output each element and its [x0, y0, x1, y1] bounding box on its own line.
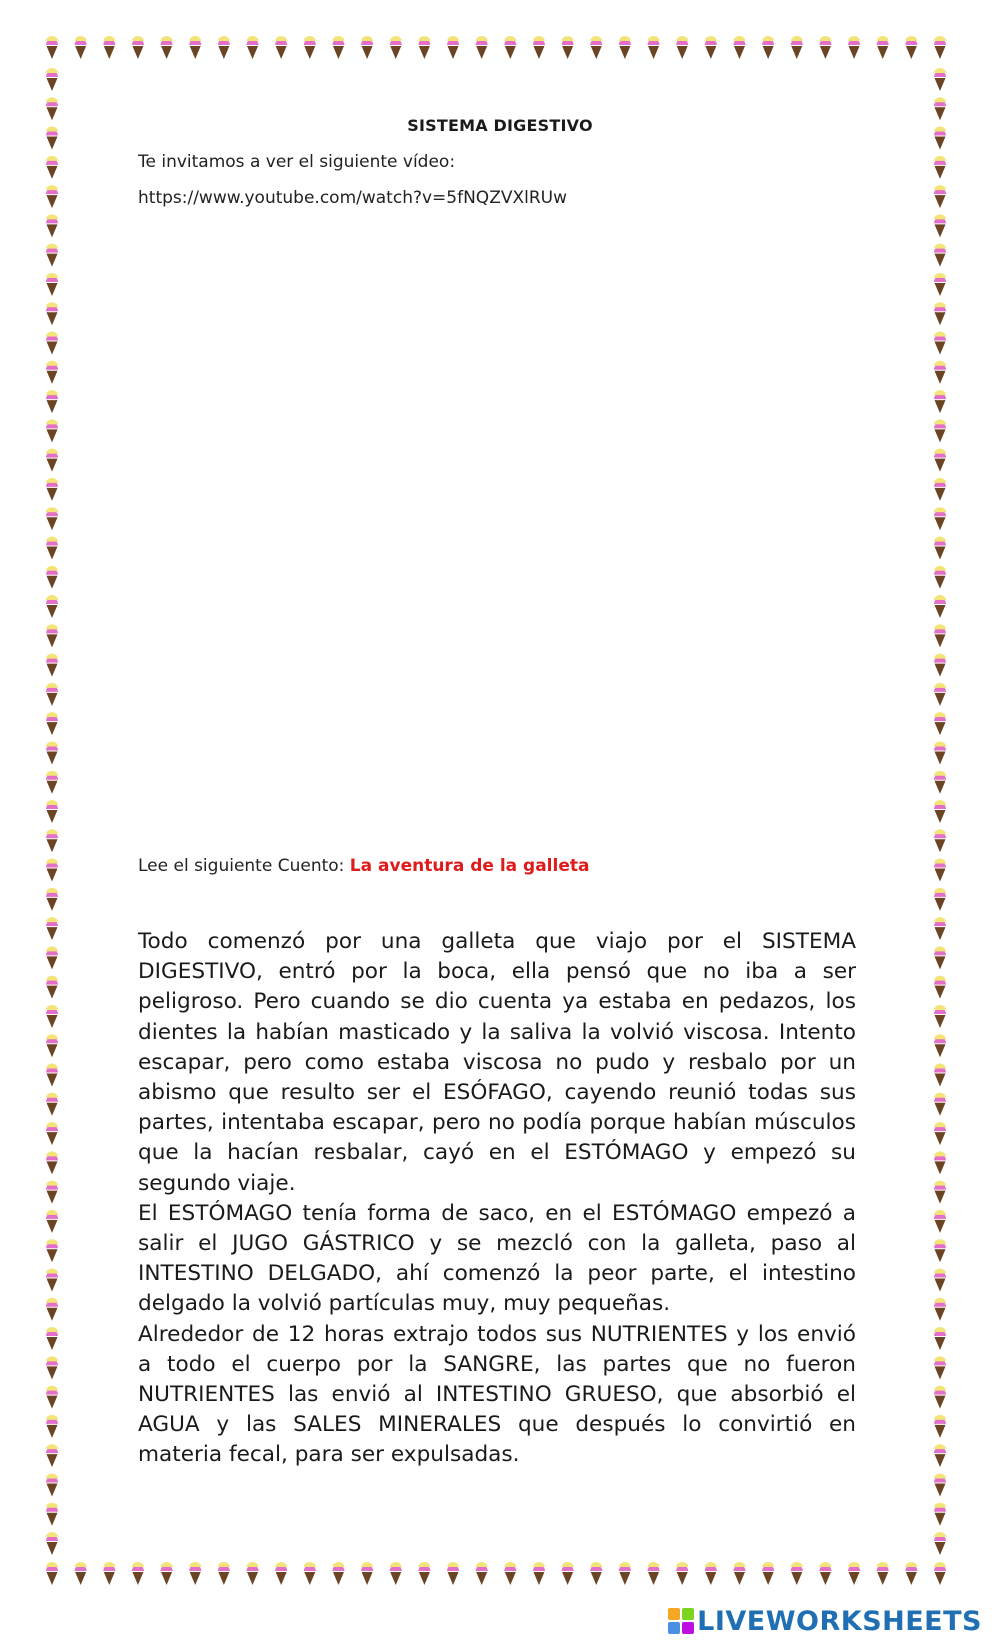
- ice-cream-cone-icon: [934, 1415, 946, 1438]
- ice-cream-cone-icon: [648, 36, 660, 59]
- ice-cream-cone-icon: [934, 185, 946, 208]
- story-paragraph: El ESTÓMAGO tenía forma de saco, en el ESTÓMAGO empezó a salir el JUGO GÁSTRICO y se mezcló con la galleta, paso al INTESTINO DELGADO, ahí comenzó la peor parte, el intestino delgado la volvió partículas muy, muy pequeñas.: [138, 1200, 856, 1317]
- ice-cream-cone-icon: [46, 946, 58, 969]
- ice-cream-cone-icon: [189, 36, 201, 59]
- ice-cream-cone-icon: [46, 829, 58, 852]
- ice-cream-cone-icon: [46, 654, 58, 677]
- ice-cream-cone-icon: [218, 36, 230, 59]
- ice-cream-cone-icon: [934, 654, 946, 677]
- ice-cream-cone-icon: [905, 36, 917, 59]
- ice-cream-cone-icon: [46, 595, 58, 618]
- ice-cream-cone-icon: [75, 36, 87, 59]
- story-paragraph: Todo comenzó por una galleta que viajo por el SISTEMA DIGESTIVO, entró por la boca, ella pensó que no iba a ser peligroso. Pero cuando se dio cuenta ya estaba en pedazos, los dientes la habían masticado y la saliva la volvió viscosa. Intento escapar, pero como estaba viscosa no pudo y resbalo por un abismo que resulto ser el ESÓFAGO, cayendo reunió todas sus partes, intentaba escapar, pero no podía porque habían músculos que la hacían resbalar, cayó en el ESTÓMAGO y empezó su segundo viaje.: [138, 929, 856, 1196]
- ice-cream-cone-icon: [46, 1034, 58, 1057]
- ice-cream-cone-icon: [476, 1562, 488, 1585]
- ice-cream-cone-icon: [161, 36, 173, 59]
- ice-cream-cone-icon: [934, 244, 946, 267]
- ice-cream-cone-icon: [46, 1356, 58, 1379]
- ice-cream-cone-icon: [132, 36, 144, 59]
- ice-cream-cone-icon: [46, 1562, 58, 1585]
- ice-cream-cone-icon: [934, 1386, 946, 1409]
- ice-cream-cone-icon: [476, 36, 488, 59]
- ice-cream-cone-icon: [934, 800, 946, 823]
- ice-cream-cone-icon: [46, 302, 58, 325]
- ice-cream-cone-icon: [46, 800, 58, 823]
- ice-cream-cone-icon: [46, 712, 58, 735]
- ice-cream-cone-icon: [46, 1298, 58, 1321]
- ice-cream-cone-icon: [46, 1093, 58, 1116]
- ice-cream-cone-icon: [934, 1356, 946, 1379]
- ice-cream-cone-icon: [46, 156, 58, 179]
- ice-cream-cone-icon: [934, 1298, 946, 1321]
- ice-cream-cone-icon: [934, 536, 946, 559]
- ice-cream-cone-icon: [934, 712, 946, 735]
- ice-cream-cone-icon: [46, 1532, 58, 1555]
- ice-cream-cone-icon: [46, 507, 58, 530]
- ice-cream-cone-icon: [390, 1562, 402, 1585]
- ice-cream-cone-icon: [304, 1562, 316, 1585]
- ice-cream-cone-icon: [46, 741, 58, 764]
- ice-cream-cone-icon: [705, 1562, 717, 1585]
- ice-cream-cone-icon: [361, 1562, 373, 1585]
- ice-cream-cone-icon: [762, 1562, 774, 1585]
- ice-cream-cone-icon: [304, 36, 316, 59]
- ice-cream-cone-icon: [46, 1503, 58, 1526]
- page-title: SISTEMA DIGESTIVO: [407, 116, 593, 135]
- ice-cream-cone-icon: [934, 624, 946, 647]
- ice-cream-cone-icon: [46, 566, 58, 589]
- ice-cream-cone-icon: [418, 36, 430, 59]
- video-link[interactable]: https://www.youtube.com/watch?v=5fNQZVXlRUw: [138, 188, 567, 208]
- ice-cream-cone-icon: [390, 36, 402, 59]
- ice-cream-cone-icon: [934, 332, 946, 355]
- ice-cream-cone-icon: [877, 1562, 889, 1585]
- ice-cream-cone-icon: [332, 36, 344, 59]
- ice-cream-cone-icon: [46, 185, 58, 208]
- story-paragraph: Alrededor de 12 horas extrajo todos sus NUTRIENTES y los envió a todo el cuerpo por la SANGRE, las partes que no fueron NUTRIENTES las envió al INTESTINO GRUESO, que absorbió el AGUA y las SALES MINERALES que después lo convirtió en materia fecal, para ser expulsadas.: [138, 1321, 856, 1468]
- ice-cream-cone-icon: [103, 36, 115, 59]
- ice-cream-cone-icon: [934, 1034, 946, 1057]
- story-title: La aventura de la galleta: [349, 856, 590, 876]
- ice-cream-cone-icon: [762, 36, 774, 59]
- ice-cream-cone-icon: [733, 1562, 745, 1585]
- ice-cream-cone-icon: [934, 1064, 946, 1087]
- ice-cream-cone-icon: [934, 888, 946, 911]
- ice-cream-cone-icon: [819, 1562, 831, 1585]
- ice-cream-cone-icon: [46, 771, 58, 794]
- ice-cream-cone-icon: [791, 36, 803, 59]
- ice-cream-cone-icon: [46, 36, 58, 59]
- ice-cream-cone-icon: [934, 829, 946, 852]
- ice-cream-cone-icon: [934, 771, 946, 794]
- ice-cream-cone-icon: [934, 1444, 946, 1467]
- ice-cream-cone-icon: [275, 1562, 287, 1585]
- ice-cream-cone-icon: [46, 1239, 58, 1262]
- ice-cream-cone-icon: [934, 36, 946, 59]
- ice-cream-cone-icon: [46, 624, 58, 647]
- ice-cream-cone-icon: [504, 1562, 516, 1585]
- ice-cream-cone-icon: [733, 36, 745, 59]
- ice-cream-cone-icon: [934, 1181, 946, 1204]
- ice-cream-cone-icon: [934, 917, 946, 940]
- ice-cream-cone-icon: [46, 683, 58, 706]
- ice-cream-cone-icon: [934, 1122, 946, 1145]
- ice-cream-cone-icon: [504, 36, 516, 59]
- ice-cream-cone-icon: [75, 1562, 87, 1585]
- ice-cream-cone-icon: [46, 361, 58, 384]
- ice-cream-cone-icon: [275, 36, 287, 59]
- ice-cream-cone-icon: [848, 1562, 860, 1585]
- ice-cream-cone-icon: [46, 536, 58, 559]
- ice-cream-cone-icon: [905, 1562, 917, 1585]
- ice-cream-cone-icon: [934, 507, 946, 530]
- ice-cream-cone-icon: [161, 1562, 173, 1585]
- ice-cream-cone-icon: [46, 1005, 58, 1028]
- ice-cream-cone-icon: [46, 68, 58, 91]
- ice-cream-cone-icon: [103, 1562, 115, 1585]
- ice-cream-cone-icon: [934, 1268, 946, 1291]
- watermark-text: LIVEWORKSHEETS: [697, 1605, 982, 1637]
- ice-cream-cone-icon: [619, 36, 631, 59]
- ice-cream-cone-icon: [934, 1005, 946, 1028]
- ice-cream-cone-icon: [934, 1503, 946, 1526]
- ice-cream-cone-icon: [46, 1473, 58, 1496]
- ice-cream-cone-icon: [46, 390, 58, 413]
- ice-cream-cone-icon: [132, 1562, 144, 1585]
- ice-cream-cone-icon: [934, 741, 946, 764]
- ice-cream-cone-icon: [934, 1562, 946, 1585]
- ice-cream-cone-icon: [562, 1562, 574, 1585]
- ice-cream-cone-icon: [46, 332, 58, 355]
- ice-cream-cone-icon: [447, 1562, 459, 1585]
- ice-cream-cone-icon: [447, 36, 459, 59]
- ice-cream-cone-icon: [46, 917, 58, 940]
- ice-cream-cone-icon: [934, 976, 946, 999]
- read-prompt: [138, 856, 589, 876]
- ice-cream-cone-icon: [46, 1327, 58, 1350]
- ice-cream-cone-icon: [934, 419, 946, 442]
- ice-cream-cone-icon: [46, 273, 58, 296]
- ice-cream-cone-icon: [46, 1064, 58, 1087]
- ice-cream-cone-icon: [46, 478, 58, 501]
- ice-cream-cone-icon: [934, 302, 946, 325]
- ice-cream-cone-icon: [46, 449, 58, 472]
- ice-cream-cone-icon: [877, 36, 889, 59]
- ice-cream-cone-icon: [418, 1562, 430, 1585]
- ice-cream-cone-icon: [934, 946, 946, 969]
- ice-cream-cone-icon: [361, 36, 373, 59]
- ice-cream-cone-icon: [46, 214, 58, 237]
- ice-cream-cone-icon: [934, 1473, 946, 1496]
- ice-cream-cone-icon: [46, 1122, 58, 1145]
- ice-cream-cone-icon: [791, 1562, 803, 1585]
- ice-cream-cone-icon: [332, 1562, 344, 1585]
- ice-cream-cone-icon: [934, 68, 946, 91]
- ice-cream-cone-icon: [46, 244, 58, 267]
- ice-cream-cone-icon: [934, 214, 946, 237]
- ice-cream-cone-icon: [46, 1415, 58, 1438]
- ice-cream-cone-icon: [934, 1327, 946, 1350]
- ice-cream-cone-icon: [934, 156, 946, 179]
- ice-cream-cone-icon: [46, 1181, 58, 1204]
- liveworksheets-logo-icon: [667, 1607, 695, 1635]
- ice-cream-cone-icon: [648, 1562, 660, 1585]
- ice-cream-cone-icon: [934, 1151, 946, 1174]
- ice-cream-cone-icon: [934, 273, 946, 296]
- ice-cream-cone-icon: [934, 1093, 946, 1116]
- ice-cream-cone-icon: [46, 976, 58, 999]
- ice-cream-cone-icon: [934, 566, 946, 589]
- ice-cream-cone-icon: [934, 683, 946, 706]
- ice-cream-cone-icon: [189, 1562, 201, 1585]
- ice-cream-cone-icon: [590, 1562, 602, 1585]
- ice-cream-cone-icon: [676, 1562, 688, 1585]
- ice-cream-cone-icon: [46, 419, 58, 442]
- ice-cream-cone-icon: [46, 1386, 58, 1409]
- ice-cream-cone-icon: [934, 361, 946, 384]
- ice-cream-cone-icon: [533, 1562, 545, 1585]
- ice-cream-cone-icon: [533, 36, 545, 59]
- ice-cream-cone-icon: [46, 888, 58, 911]
- ice-cream-cone-icon: [848, 36, 860, 59]
- ice-cream-cone-icon: [819, 36, 831, 59]
- ice-cream-cone-icon: [934, 1210, 946, 1233]
- ice-cream-cone-icon: [705, 36, 717, 59]
- ice-cream-cone-icon: [46, 1151, 58, 1174]
- ice-cream-cone-icon: [934, 859, 946, 882]
- liveworksheets-watermark: [667, 1603, 982, 1639]
- ice-cream-cone-icon: [590, 36, 602, 59]
- ice-cream-cone-icon: [247, 36, 259, 59]
- story-text: [138, 927, 856, 1471]
- ice-cream-cone-icon: [934, 1239, 946, 1262]
- video-intro-text: Te invitamos a ver el siguiente vídeo:: [138, 152, 456, 172]
- ice-cream-cone-icon: [46, 1210, 58, 1233]
- ice-cream-cone-icon: [46, 1268, 58, 1291]
- ice-cream-cone-icon: [46, 1444, 58, 1467]
- ice-cream-cone-icon: [46, 859, 58, 882]
- ice-cream-cone-icon: [934, 1532, 946, 1555]
- ice-cream-cone-icon: [934, 595, 946, 618]
- ice-cream-cone-icon: [934, 449, 946, 472]
- read-prompt-label: Lee el siguiente Cuento:: [138, 856, 350, 876]
- ice-cream-cone-icon: [562, 36, 574, 59]
- ice-cream-cone-icon: [218, 1562, 230, 1585]
- ice-cream-cone-icon: [247, 1562, 259, 1585]
- ice-cream-cone-icon: [934, 478, 946, 501]
- ice-cream-cone-icon: [934, 390, 946, 413]
- ice-cream-cone-icon: [676, 36, 688, 59]
- ice-cream-cone-icon: [619, 1562, 631, 1585]
